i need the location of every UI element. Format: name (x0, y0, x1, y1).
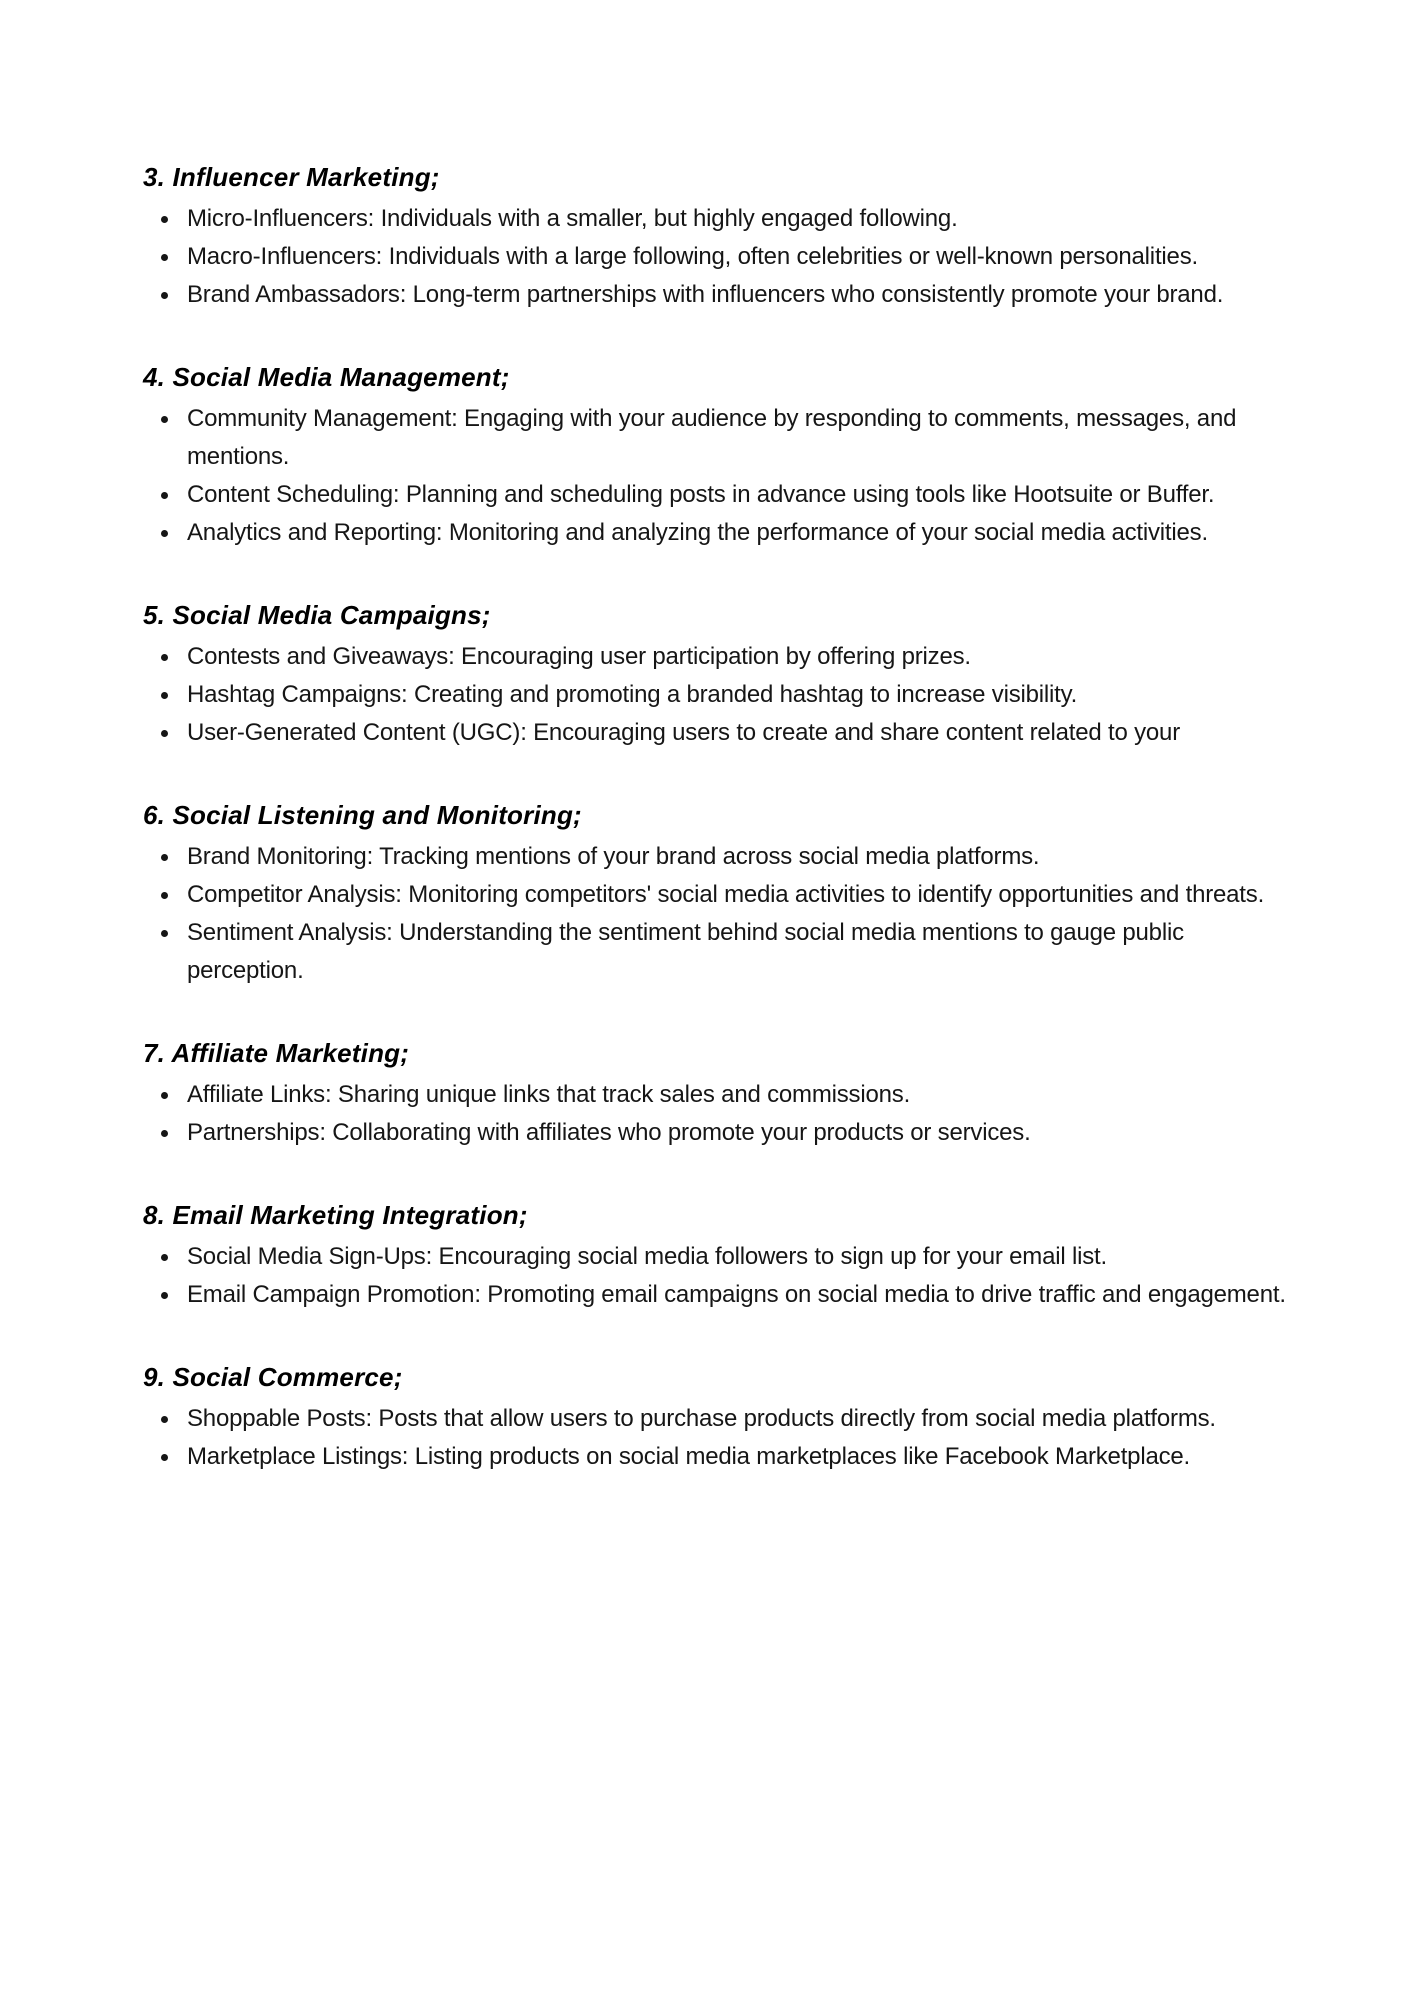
bullet-list (143, 1076, 1304, 1152)
bullet-item: Content Scheduling: Planning and scheduling posts in advance using tools like Hootsuite or Buffer. (187, 476, 1304, 514)
bullet-item: Brand Monitoring: Tracking mentions of your brand across social media platforms. (187, 838, 1304, 876)
section-social-media-management (143, 358, 1304, 552)
section-heading: 3. Influencer Marketing; (143, 162, 440, 192)
bullet-list (143, 1238, 1304, 1314)
bullet-item: Shoppable Posts: Posts that allow users to purchase products directly from social media platforms. (187, 1400, 1304, 1438)
bullet-list (143, 200, 1304, 314)
section-social-commerce (143, 1358, 1304, 1476)
bullet-item: User-Generated Content (UGC): Encouraging users to create and share content related to your (187, 714, 1304, 752)
bullet-item: Contests and Giveaways: Encouraging user participation by offering prizes. (187, 638, 1304, 676)
bullet-item: Partnerships: Collaborating with affiliates who promote your products or services. (187, 1114, 1304, 1152)
bullet-item: Affiliate Links: Sharing unique links that track sales and commissions. (187, 1076, 1304, 1114)
section-heading: 9. Social Commerce; (143, 1362, 403, 1392)
bullet-item: Marketplace Listings: Listing products on social media marketplaces like Facebook Marketplace. (187, 1438, 1304, 1476)
section-social-listening-monitoring (143, 796, 1304, 990)
bullet-item: Macro-Influencers: Individuals with a large following, often celebrities or well-known personalities. (187, 238, 1304, 276)
section-influencer-marketing (143, 158, 1304, 314)
bullet-item: Competitor Analysis: Monitoring competitors' social media activities to identify opportunities and threats. (187, 876, 1304, 914)
bullet-item: Sentiment Analysis: Understanding the sentiment behind social media mentions to gauge public perception. (187, 914, 1304, 990)
section-heading: 5. Social Media Campaigns; (143, 600, 491, 630)
section-heading: 4. Social Media Management; (143, 362, 510, 392)
bullet-list (143, 838, 1304, 990)
bullet-item: Email Campaign Promotion: Promoting email campaigns on social media to drive traffic and engagement. (187, 1276, 1304, 1314)
bullet-item: Hashtag Campaigns: Creating and promoting a branded hashtag to increase visibility. (187, 676, 1304, 714)
bullet-list (143, 400, 1304, 552)
bullet-item: Micro-Influencers: Individuals with a smaller, but highly engaged following. (187, 200, 1304, 238)
bullet-item: Brand Ambassadors: Long-term partnerships with influencers who consistently promote your brand. (187, 276, 1304, 314)
section-heading: 6. Social Listening and Monitoring; (143, 800, 582, 830)
bullet-item: Community Management: Engaging with your audience by responding to comments, messages, and mentions. (187, 400, 1304, 476)
bullet-item: Social Media Sign-Ups: Encouraging social media followers to sign up for your email list. (187, 1238, 1304, 1276)
section-heading: 8. Email Marketing Integration; (143, 1200, 528, 1230)
section-affiliate-marketing (143, 1034, 1304, 1152)
section-email-marketing-integration (143, 1196, 1304, 1314)
section-heading: 7. Affiliate Marketing; (143, 1038, 410, 1068)
bullet-list (143, 638, 1304, 752)
section-social-media-campaigns (143, 596, 1304, 752)
bullet-list (143, 1400, 1304, 1476)
bullet-item: Analytics and Reporting: Monitoring and analyzing the performance of your social media activities. (187, 514, 1304, 552)
